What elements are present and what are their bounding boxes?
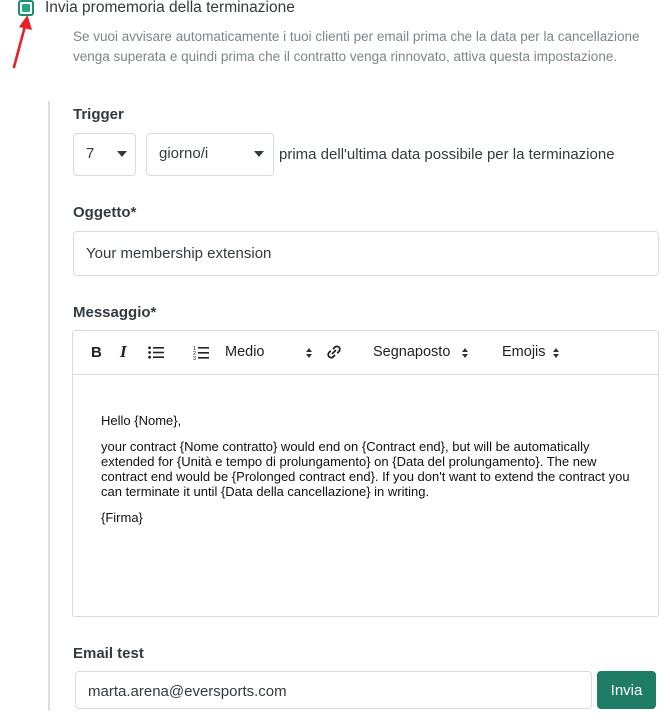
svg-text:2: 2: [193, 351, 197, 357]
trigger-amount-value: 7: [86, 145, 95, 162]
italic-button[interactable]: I: [120, 342, 127, 361]
bullet-list-icon[interactable]: [148, 346, 164, 359]
trigger-unit-select[interactable]: [146, 133, 274, 176]
subject-input-value: Your membership extension: [86, 245, 272, 262]
emojis-menu[interactable]: Emojis: [502, 344, 546, 360]
chevron-down-icon: [117, 151, 127, 157]
section-divider-line: [48, 101, 50, 711]
trigger-amount-select[interactable]: [73, 133, 136, 176]
svg-text:3: 3: [193, 356, 197, 360]
chevron-down-icon: [254, 151, 264, 157]
trigger-suffix-text: prima dell'ultima data possibile per la terminazione: [279, 146, 615, 163]
svg-text:1: 1: [193, 346, 197, 352]
message-signature: {Firma}: [101, 510, 143, 525]
numbered-list-icon[interactable]: [193, 345, 209, 360]
font-size-updown-icon: [306, 348, 313, 358]
font-size-select[interactable]: Medio: [225, 344, 265, 360]
trigger-label: Trigger: [73, 106, 124, 123]
trigger-unit-value: giorno/i: [159, 145, 209, 162]
message-editor[interactable]: [72, 330, 659, 617]
link-icon[interactable]: [326, 344, 342, 360]
reminder-title: Invia promemoria della terminazione: [45, 0, 295, 16]
message-label: Messaggio*: [73, 304, 157, 321]
message-body[interactable]: [101, 413, 641, 536]
test-email-label: Email test: [73, 645, 144, 662]
message-greeting: Hello {Nome},: [101, 413, 182, 428]
emojis-updown-icon: [553, 348, 560, 358]
test-email-input[interactable]: [75, 671, 592, 709]
annotation-arrow-icon: [8, 10, 38, 70]
bold-button[interactable]: B: [91, 344, 102, 361]
placeholder-updown-icon: [462, 348, 469, 358]
reminder-description: Se vuoi avvisare automaticamente i tuoi clienti per email prima che la data per la cancellazione venga superata e quindi prima che il contratto venga rinnovato, attiva questa impostazione.: [73, 29, 640, 64]
message-paragraph: your contract {Nome contratto} would end on {Contract end}, but will be automatically extended for {Unità e tempo di prolungamento} on {Data del prolungamento}. The new contract end would be {Prolonged contract end}. If you don't want to extend the contract you can terminate it until {Data della cancellazione} in writing.: [101, 439, 630, 499]
editor-toolbar: [73, 331, 658, 375]
subject-input[interactable]: [73, 231, 659, 276]
send-test-email-button[interactable]: Invia: [597, 671, 656, 709]
subject-label: Oggetto*: [73, 204, 137, 221]
placeholder-menu[interactable]: Segnaposto: [373, 344, 451, 360]
test-email-value: marta.arena@eversports.com: [88, 683, 287, 700]
